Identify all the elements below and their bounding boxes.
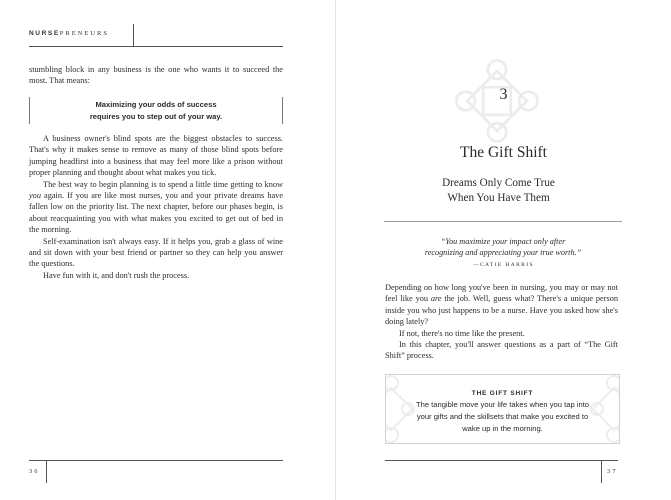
paragraph-have-fun: Have fun with it, and don't rush the process.	[43, 270, 190, 280]
paragraph-depending	[385, 282, 618, 328]
chapter-number: 3	[499, 86, 508, 103]
paragraph-planning	[29, 179, 283, 236]
footer-tick-right	[601, 460, 602, 483]
chapter-title: The Gift Shift	[460, 144, 547, 161]
epigraph-line-2: recognizing and appreciating your true worth.”	[424, 248, 582, 258]
depending-text-b: the job. Well, guess what? There's a unique person inside you who just happens to be a nurse. Have you asked how she's doing lately?	[385, 294, 618, 327]
running-header	[29, 24, 283, 47]
depending-emphasis: are	[430, 294, 442, 304]
left-body	[29, 133, 283, 281]
header-divider	[133, 24, 134, 47]
book-title	[29, 30, 109, 37]
sidebar-ornament-right-icon	[589, 375, 619, 443]
paragraph-if-not: If not, there's no time like the present.	[399, 328, 525, 338]
paragraph-self-examination: Self-examination isn't always easy. If it helps you, grab a glass of wine and sit down with your best friend or partner so they can help you answer the questions.	[29, 236, 283, 269]
header-rule	[29, 46, 283, 47]
book-title-bold: NURSE	[29, 30, 60, 37]
intro-text: stumbling block in any business is the one who wants it to succeed the most. That means:	[29, 65, 283, 86]
planning-text-a: The best way to begin planning is to spend a little time getting to know	[43, 179, 283, 189]
depending-text-a: Depending on how long you've been in nursing, you may or may not feel like you	[385, 283, 618, 304]
chapter-rule	[384, 221, 622, 222]
page-number-right: 37	[607, 468, 618, 475]
callout-text	[29, 99, 283, 123]
intro-paragraph	[29, 64, 283, 87]
paragraph-blind-spots: A business owner's blind spots are the biggest obstacles to success. That's why it makes sense to remove as many of those blind spots before jumping headfirst into a business that may feel more like a prison without proper planning and thought about what makes you tick.	[29, 134, 283, 178]
sidebar-text: The tangible move your life takes when you tap into your gifts and the skillsets that make you excited to wake up in the morning.	[415, 400, 590, 434]
book-title-rest: PRENEURS	[59, 30, 109, 37]
callout-line-2: requires you to step out of your way.	[89, 112, 223, 121]
footer-rule-right	[385, 460, 618, 461]
chapter-subtitle	[386, 176, 611, 205]
footer-rule-left	[29, 460, 283, 461]
epigraph	[386, 236, 620, 258]
right-body	[385, 282, 618, 362]
footer-tick-left	[46, 460, 47, 483]
page-number-left: 36	[29, 468, 40, 475]
epigraph-line-1: “You maximize your impact only after	[440, 237, 566, 246]
chapter-subtitle-line-1: Dreams Only Come True	[442, 177, 555, 189]
epigraph-attribution: —CATIE HARRIS	[473, 262, 534, 268]
planning-emphasis: you	[29, 191, 41, 201]
callout	[29, 97, 283, 124]
planning-text-b: again. If you are like most nurses, you and your private dreams have fallen low on the priority list. The next chapter, before our phases begin, is about reacquainting you with what makes you excited to get out of bed in the morning.	[29, 191, 283, 235]
chapter-subtitle-line-2: When You Have Them	[447, 191, 550, 204]
paragraph-in-this-chapter: In this chapter, you'll answer questions as a part of “The Gift Shift” process.	[385, 340, 618, 361]
sidebar-title: THE GIFT SHIFT	[471, 390, 534, 397]
callout-line-1: Maximizing your odds of success	[95, 100, 217, 109]
left-page	[0, 0, 335, 500]
gift-shift-sidebar	[385, 374, 620, 444]
